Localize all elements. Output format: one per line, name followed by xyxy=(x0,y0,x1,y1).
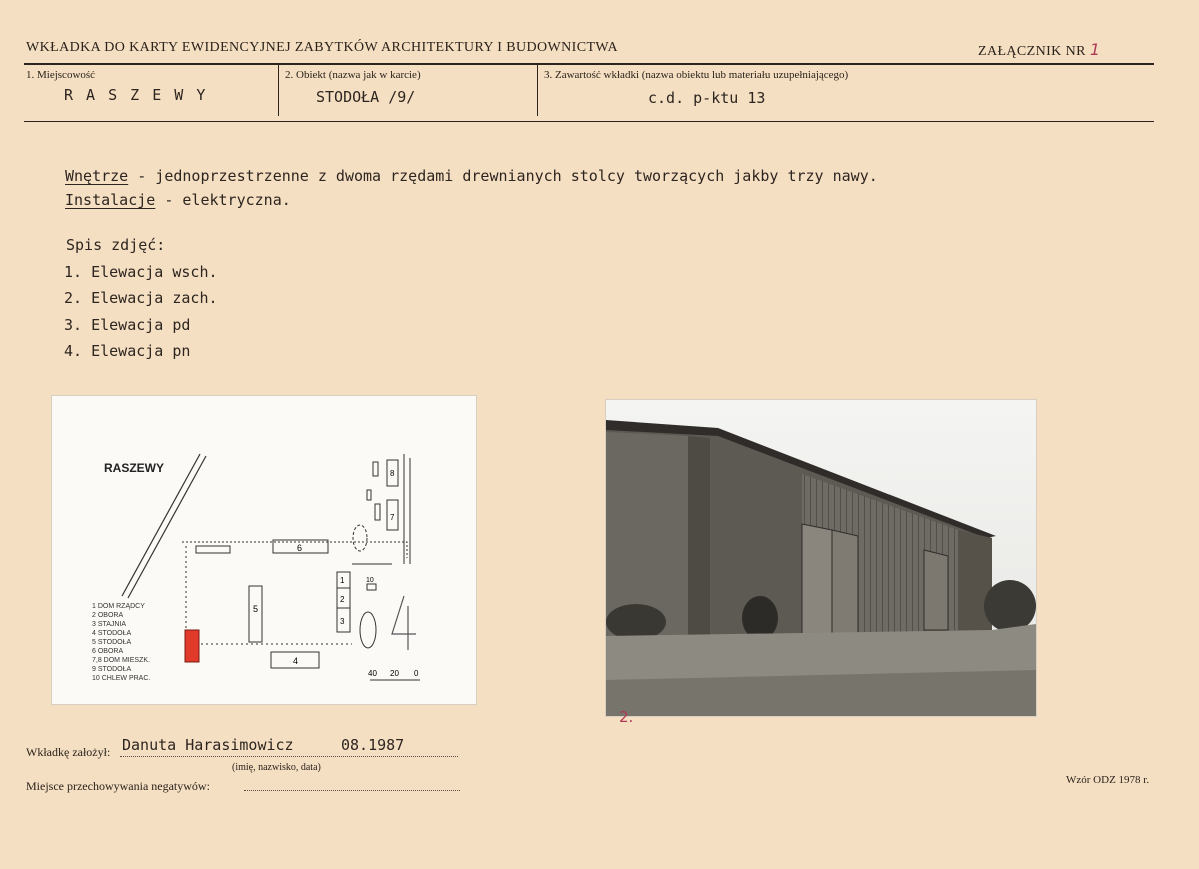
barn-door xyxy=(802,524,832,636)
scale-label: 20 xyxy=(390,669,399,678)
photo-list-heading: Spis zdjęć: xyxy=(66,236,166,254)
road-line xyxy=(128,456,206,598)
barn-photo xyxy=(606,400,1036,716)
field-2-label: 2. Obiekt (nazwa jak w karcie) xyxy=(285,69,421,81)
building-label: 3 xyxy=(340,617,345,626)
legend-item: 9 STODOŁA xyxy=(92,666,132,673)
interior-text: - jednoprzestrzenne z dwoma rzędami drewnianych stolcy tworzących jakby trzy nawy. xyxy=(128,167,878,185)
tree xyxy=(984,580,1036,632)
annex-label-text: ZAŁĄCZNIK NR xyxy=(978,44,1086,59)
field-divider-2 xyxy=(537,64,538,116)
photo-list-item: 4. Elewacja pn xyxy=(64,342,191,360)
legend-item: 2 OBORA xyxy=(92,612,124,619)
barn-photo-image xyxy=(606,400,1036,716)
site-plan-place: RASZEWY xyxy=(104,461,164,475)
field-1-label: 1. Miejscowość xyxy=(26,69,96,81)
shrub xyxy=(606,604,666,640)
tree-cluster xyxy=(353,525,367,551)
barn-door xyxy=(924,550,948,630)
author-value: Danuta Harasimowicz xyxy=(122,736,294,754)
interior-heading: Wnętrze xyxy=(65,167,129,185)
installations-line xyxy=(65,191,291,209)
building-label: 4 xyxy=(293,656,299,666)
author-hint: (imię, nazwisko, data) xyxy=(232,762,321,773)
yard-boundary xyxy=(182,542,407,558)
shed xyxy=(373,462,378,476)
photo-list-item: 3. Elewacja pd xyxy=(64,316,191,334)
site-plan-drawing xyxy=(52,396,476,704)
author-label: Wkładkę założył: xyxy=(26,745,111,759)
photo-list-item: 1. Elewacja wsch. xyxy=(64,263,218,281)
building-label: 8 xyxy=(390,469,395,478)
form-code: Wzór ODZ 1978 r. xyxy=(1066,774,1150,786)
building-label: 7 xyxy=(390,513,395,522)
legend-item: 5 STODOŁA xyxy=(92,639,132,646)
storage-dotted-line xyxy=(244,790,460,791)
field-2-value: STODOŁA /9/ xyxy=(316,88,416,106)
scale-label: 40 xyxy=(368,669,377,678)
site-plan-photo xyxy=(52,396,476,704)
field-divider-1 xyxy=(278,64,279,116)
barn-door xyxy=(832,530,858,636)
legend-item: 7,8 DOM MIESZK. xyxy=(92,657,150,664)
shed xyxy=(375,504,380,520)
building-label: 2 xyxy=(340,595,345,604)
legend-item: 3 STAJNIA xyxy=(92,621,127,628)
road-line xyxy=(122,454,200,596)
installations-text: - elektryczna. xyxy=(155,191,291,209)
storage-label: Miejsce przechowywania negatywów: xyxy=(26,779,210,793)
card-title: WKŁADKA DO KARTY EWIDENCYJNEJ ZABYTKÓW ARCHITEKTURY I BUDOWNICTWA xyxy=(26,40,618,55)
top-rule xyxy=(24,63,1154,65)
author-dotted-line xyxy=(120,756,458,757)
installations-heading: Instalacje xyxy=(65,191,156,209)
legend-item: 10 CHLEW PRAC. xyxy=(92,675,151,682)
building-label: 1 xyxy=(340,576,345,585)
building-label: 5 xyxy=(253,604,259,614)
legend-item: 1 DOM RZĄDCY xyxy=(92,603,145,610)
annex-number: 1 xyxy=(1089,40,1101,59)
building-label: 6 xyxy=(297,543,303,553)
shed xyxy=(367,490,371,500)
map-legend xyxy=(92,603,150,682)
annex-label xyxy=(978,40,1100,60)
scale-label: 0 xyxy=(414,669,419,678)
building-10 xyxy=(367,584,376,590)
fields-bottom-rule xyxy=(24,121,1154,122)
field-3-value: c.d. p-ktu 13 xyxy=(648,89,766,107)
building-label: 10 xyxy=(366,577,374,584)
building-outline xyxy=(196,546,230,553)
legend-item: 6 OBORA xyxy=(92,648,124,655)
shrub xyxy=(742,596,778,640)
date-value: 08.1987 xyxy=(341,736,405,754)
field-1-value: R A S Z E W Y xyxy=(64,86,208,104)
building-9-highlighted xyxy=(185,630,199,662)
legend-item: 4 STODOŁA xyxy=(92,630,132,637)
photo-caption: 2. xyxy=(619,708,634,726)
photo-list-item: 2. Elewacja zach. xyxy=(64,289,218,307)
north-arrow-icon xyxy=(392,596,416,650)
building-5 xyxy=(249,586,262,642)
pond xyxy=(360,612,376,648)
interior-line xyxy=(65,167,878,185)
brick-pillar xyxy=(688,436,710,640)
field-3-label: 3. Zawartość wkładki (nazwa obiektu lub materiału uzupełniającego) xyxy=(544,69,849,81)
